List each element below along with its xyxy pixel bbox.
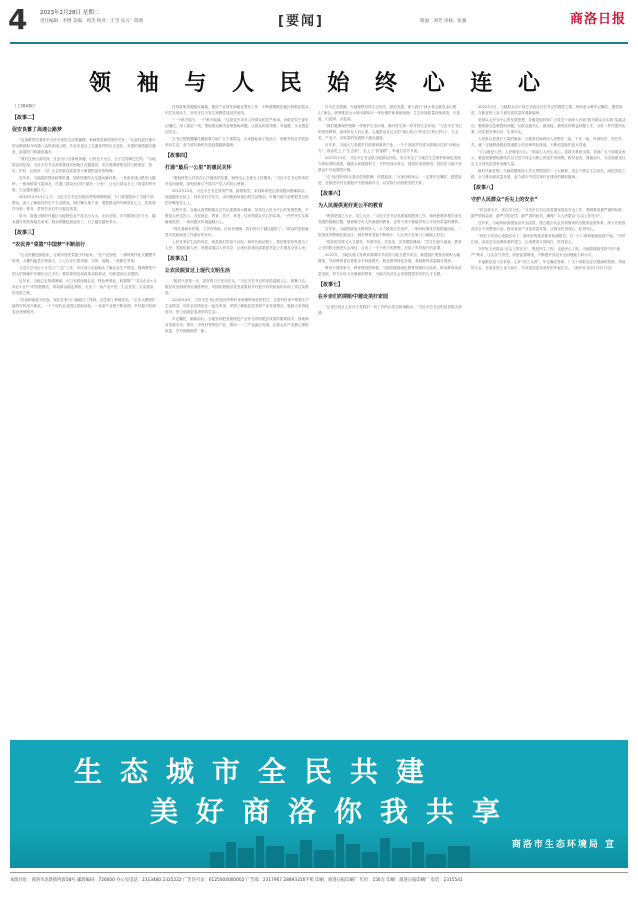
article-paragraph: 近年来，当地大力发展乡村旅游和康养产业，一个个美丽乡村成为游客向往的“诗和远方”，群众吃上了“生态饭”，走上了“致富路”，幸福生活节节高。 — [318, 143, 460, 153]
publication-date: 2023年2月28日 星期二 — [40, 10, 100, 16]
article-paragraph: 2015年2月13日上午，习近平总书记在陕西考察调研期间，专门看望慰问了当地干部群众，深入了解他们的生产生活情况。他叮嘱当地干部，要把群众的冷暖放在心上，把发展作为第一要务，带领乡亲们早日脱贫致富。 — [12, 195, 156, 211]
article-paragraph: 2022年3月，当地群众以不同方式表达对总书记的感恩之情，纷纷表示要牢记嘱托，感恩奋进，在新征程上奋力谱写高质量发展新篇章。 — [471, 105, 623, 115]
article-paragraph: “现在的学校又大又漂亮，有图书室、实验室，还有塑胶操场。”学生们高兴地说。教育公平的阳光照进大山深处，点亮了一个个孩子的梦想，托起了乡村振兴的希望。 — [318, 240, 462, 250]
article-paragraph: “让老百姓过上好日子是我们一切工作的出发点和落脚点。”习近平总书记的话语饱含深情。 — [318, 305, 462, 315]
story-subhead: 【故事六】 — [318, 191, 344, 197]
article-kicker: （上接1版） — [12, 104, 38, 109]
article-paragraph: 近年来，当地立足资源禀赋，大力发展设施农业、特色种养业，积极推广“龙头企业+合作社+农户”的发展模式，带动群众稳定增收，走出了一条产业兴旺、生态宜居、生活富裕的发展之路。 — [12, 279, 157, 295]
editors-left: 责任编辑：李博 美编：周杰 校对：王雪 实习：陈明 — [40, 19, 144, 24]
article-paragraph: 2012年12月，习近平总书记冒着严寒，踏着积雪，来到革命老区看望慰问困难群众。他盘腿坐在炕上，同乡亲们手拉手，亲切地询问他们的生活情况，叮嘱当地干部要把老百姓的冷暖放在心上。 — [165, 189, 309, 205]
article-paragraph: “江山就是人民，人民就是江山。”领袖与人民心连心，党群关系鱼水情。各地广大干部群众表示，要更加紧密地团结在以习近平同志为核心的党中央周围，踔厉奋发、勇毅前行，为全面建设社会主义现代化国家贡献力量。 — [471, 150, 626, 166]
article-paragraph: 2021年11月，习近平总书记给当地群众回信，充分肯定了当地在生态保护和绿色发展方面取得的成绩，勉励大家继续努力，守护好绿水青山，建设好美丽家园。回信在当地干部群众中引起强烈反响。 — [318, 156, 462, 172]
newspaper-logo: 商洛日报 — [569, 12, 626, 27]
article-paragraph: 人民对美好生活的向往，就是我们的奋斗目标。新时代新征程上，我们要坚持发展为了人民、发展依靠人民、发展成果由人民共享，让现代化建设成果更多更公平惠及全体人民。 — [165, 240, 309, 250]
story-subhead: 【故事五】 — [165, 256, 191, 262]
banner-caption: 商洛市生态环境局 宣 — [511, 840, 616, 850]
story-subhead: 守护人民群众“舌尖上的安全” — [471, 197, 538, 203]
story-subhead: 【故事三】 — [12, 230, 38, 236]
article-paragraph: “我们这里山高沟深，过去出门全靠两条腿，山货运不出去，日子过得紧巴巴的。”当地群众回忆说。习近平总书记高度重视贫困地区交通建设，多次强调要把农村公路建好、管好、护好、运营好，为广大农民群众致富奔小康提供更好的保障。 — [12, 157, 156, 173]
story-subhead: 【故事二】 — [12, 115, 38, 121]
article-paragraph: 近年来，当地持续加强食品安全监管，建立健全从农田到餐桌的全链条监管体系，深入开展食品安全专项整治行动，推动食品产业高质量发展，让群众吃得放心、吃得安心。 — [471, 221, 626, 231]
article-paragraph: “民以食为天，食以安为先。”习近平总书记高度重视食品安全工作，强调要用最严谨的标准、最严格的监管、最严厉的处罚、最严肃的问责，确保广大人民群众“舌尖上的安全”。 — [471, 208, 626, 218]
story-subhead: 让农民脱贫过上现代文明生活 — [165, 268, 231, 274]
page-headline: 领 袖 与 人 民 始 终 心 连 心 — [89, 70, 549, 96]
article-paragraph: 作为生态屏障，当地始终坚持生态优先、绿色发展，深入践行“绿水青山就是金山银山”理念，统筹推进山水林田湖草沙一体化保护和系统治理，生态环境质量持续改善，天更蓝、山更绿、水更清。 — [318, 105, 461, 121]
editors-right: 版面：刘芳 审核：张强 — [420, 19, 467, 24]
article-paragraph: “教育是国之大计、党之大计。”习近平总书记高度重视教育工作，始终把教育摆在优先发展的战略位置，强调要办好人民满意的教育，让每个孩子都能享有公平而有质量的教育。 — [318, 214, 462, 224]
article-paragraph: 人民群众是我们力量的源泉。只要我们始终同人民想在一起、干在一起，风雨同舟、同甘共苦，就一定能够战胜前进道路上的各种风险挑战，不断创造新的更大奇迹。 — [471, 137, 622, 147]
story-subhead: 为人民提供更好更公平的教育 — [318, 203, 384, 209]
footer-rule — [10, 872, 628, 873]
story-subhead: 【故事四】 — [165, 153, 191, 159]
article-paragraph: 2020年4月，习近平总书记在陕西考察时来到秦岭深处的村庄，走进村民家中察看生产生活情况，同乡亲们围坐在一起拉家常，详细了解脱贫攻坚和产业发展情况，勉励大家再接再厉，努力创造更加美好的生活。 — [165, 298, 310, 314]
city-skyline-icon — [210, 830, 470, 868]
story-subhead: 【故事七】 — [318, 282, 344, 288]
article-paragraph: 教育兴则国家兴，教育强则国家强。当地将继续深化教育领域综合改革，推动教育高质量发展，努力办好人民满意的教育，为地方经济社会发展提供坚实的人才支撑。 — [318, 266, 462, 276]
article-paragraph: 总书记的殷殷嘱托激励着当地广大干部群众，大家撸起袖子加油干，用勤劳的双手创造美好生活，奋力谱写新时代追赶超越新篇章。 — [165, 137, 309, 147]
public-service-banner — [10, 740, 628, 868]
article-paragraph: “要始终把人民放在心中最高的位置，始终全心全意为人民服务。”习近平总书记的话语朴实而深情，深刻诠释了中国共产党人的初心使命。 — [165, 176, 309, 186]
article-paragraph: “总书记的回信让我们倍受鼓舞、倍感振奋。”大家纷纷表示，一定要牢记嘱托、感恩奋进，在推进乡村全面振兴中展现新作为，以实际行动回报党的关怀。 — [318, 175, 462, 185]
article-paragraph: “一个都不能少，一户都不能落。”这是党中央对人民群众的庄严承诺。各级党员干部牢记嘱托，深入基层一线，帮助群众解决急难愁盼问题，让群众的获得感、幸福感、安全感更加充实。 — [165, 118, 309, 134]
article-paragraph: “现在买东西心里踏实多了，超市里的蔬菜都有检测报告，扫一扫二维码就能知道产地。”市民们说。食品安全追溯体系的建立，让消费者买得明白、吃得放心。 — [471, 234, 626, 244]
page-number: 4 — [8, 3, 28, 36]
article-paragraph: 牢记嘱托，砥砺前行。当地坚持把发展特色产业作为巩固脱贫成果的重要抓手，因地制宜发展木耳、茶叶、中药材等特色产业，推动一二三产业融合发展，让群众在产业链上增收致富，乡村面貌焕然一新。 — [165, 317, 309, 333]
article-column-2 — [165, 104, 310, 732]
article-column-4 — [471, 104, 626, 732]
section-name: [要闻] — [278, 14, 324, 29]
article-column-1 — [12, 104, 157, 732]
page-footer: 本版社址：商洛市北新街西段58号 邮政编码：726000 办公室电话：2313480 2325222 广告许可证：6125004000002 广告部：2317967 28893316手机 印刷：商洛日报印刷厂 年价：156元 印刷：商洛日报印刷厂 电话：2315541 — [10, 878, 463, 883]
story-subhead: 促安良蓄了高速公路梦 — [12, 127, 63, 133]
article-paragraph: 坚持以人民为中心的发展思想，各级党组织和广大党员干部深入开展“我为群众办实事”实践活动，聚焦群众急难愁盼问题，从群众最关心、最直接、最现实的利益问题入手，办好一件件惠民实事，切实把好事办好、实事办实。 — [471, 118, 626, 134]
article-paragraph: 近年来，当地持续加大教育投入，大力改善办学条件，一所所标准化学校拔地而起，一批批优秀教师扎根山区，城乡教育差距不断缩小，山区孩子在家门口就能上好学。 — [318, 227, 462, 237]
article-paragraph: 守护好人民群众“舌尖上的安全”，既是民生工程，也是民心工程。当地将继续坚持“四个最严”要求，压实各方责任，织密监管网络，不断提升食品安全治理能力和水平。 — [471, 247, 621, 257]
article-paragraph: 扶持政策措施落实落地，做好产业帮扶和就业帮扶工作，不断增强脱贫地区和脱贫群众内生发展动力，坚决守住不发生规模性返贫的底线。 — [165, 105, 309, 115]
article-paragraph: 这些年来，各地认真贯彻落实总书记重要指示精神，坚持以人民为中心的发展思想，不断加大民生投入，办好就业、教育、医疗、养老、住房等群众关心的实事，一件件民生实事落地见效，一项项惠民举措温暖人心。 — [165, 208, 309, 224]
article-paragraph: 如今，高速公路的开通让当地特色农产品走出大山、走向全国，乡村旅游红红火火，越来越多的游客慕名而来，群众的腰包鼓起来了，日子越过越有奔头。 — [12, 214, 156, 224]
article-paragraph: 2022年，当地实施义务教育薄弱环节改善与能力提升项目，新建改扩建校舍面积大幅增加，学前教育普及普惠水平持续提升，职业教育特色发展，基础教育质量稳步提高。 — [318, 253, 460, 263]
banner-slogan-line1: 生态城市全民共建 — [74, 755, 443, 788]
article-paragraph: “让农民腰包鼓起来，让城市居民菜篮子拎起来。”在产业园里，一排排现代化大棚整齐排列，大棚内蔬菜长势喜人，工人们正忙着采摘、分拣、装箱，一派繁忙景象。 — [12, 253, 156, 263]
story-subhead: 【故事八】 — [471, 185, 497, 191]
page-header — [0, 0, 638, 42]
article-paragraph: “以前种地靠天吃饭，现在在家门口就能打工挣钱，还学到了种植技术。”正在大棚里忙碌的村民高兴地说。一个个现代农业园区拔地而起，一条条产业链不断延伸，乡村振兴的画卷正徐徐展开。 — [12, 298, 156, 314]
story-subhead: 在乡亲们的期盼中建设美好家园 — [318, 294, 389, 300]
article-paragraph: 新时代新征程，当地将继续深入学习贯彻党的二十大精神，坚定不移走生态优先、绿色发展之路，全力推动高质量发展，奋力谱写中国式现代化建设的精彩篇章。 — [471, 169, 626, 179]
article-paragraph: 近年来，当地抢抓国家政策机遇，加快构建综合交通运输体系，一条条高速公路穿山越岭，一座座桥梁飞架南北，打通了群众出行的“最后一公里”，让山区群众走上了致富的快车道，生活越来越红火。 — [12, 176, 156, 192]
article-paragraph: “这条路带托着家乡人民对美好生活的憧憬，承载着党和国家的关怀。”从曾经泥泞难行的山路到如今四通八达的高速公路，乡亲们见证了交通条件的巨大变化，发展的道路越走越宽，致富的门路越来越多。 — [12, 138, 156, 154]
article-paragraph: “我们要像保护眼睛一样保护生态环境，像对待生命一样对待生态环境。”习近平总书记的谆谆教诲，深深印在人们心里。当地群众从过去的“靠山吃山”转变为“养山护山”，生态美、产业兴、百姓富的发展路子越走越宽。 — [318, 124, 462, 140]
banner-slogan-line2: 美好商洛你我共享 — [150, 795, 519, 828]
story-subhead: 打通“最后一公里”的惠民关怀 — [165, 165, 232, 171]
article-paragraph: “现在看病有医保，上学有资助，住房有保障，我们的日子越过越好了。”群众的笑脸就是对党和政府工作最好的评价。 — [165, 227, 309, 237]
article-paragraph: 习近平总书记十分关心“三农”工作，多次深入田间地头了解农业生产情况，强调要把中国人的饭碗牢牢端在自己手中，要依靠科技和改革双轮驱动，加快建设农业强国。 — [12, 266, 156, 276]
story-subhead: “农民养“菜篮”中国梦”不断前行 — [12, 242, 86, 248]
article-paragraph: “脱贫只是第一步，更好的日子还在后头。”习近平总书记的话语温暖人心、鼓舞斗志。脱贫攻坚战取得全面胜利后，巩固拓展脱贫攻坚成果同乡村振兴有效衔接的各项工作扎实推进。 — [165, 279, 309, 295]
header-rule — [10, 42, 628, 44]
article-column-3 — [318, 104, 463, 732]
article-paragraph: 幸福都是奋斗出来的。心怀“国之大者”，牢记嘱托使命，广大干部群众正以饱满的热情、昂扬的斗志，在新征程上奋力前行，共同创造更加美好的幸福生活。（新华社北京2月27日电） — [471, 260, 626, 270]
